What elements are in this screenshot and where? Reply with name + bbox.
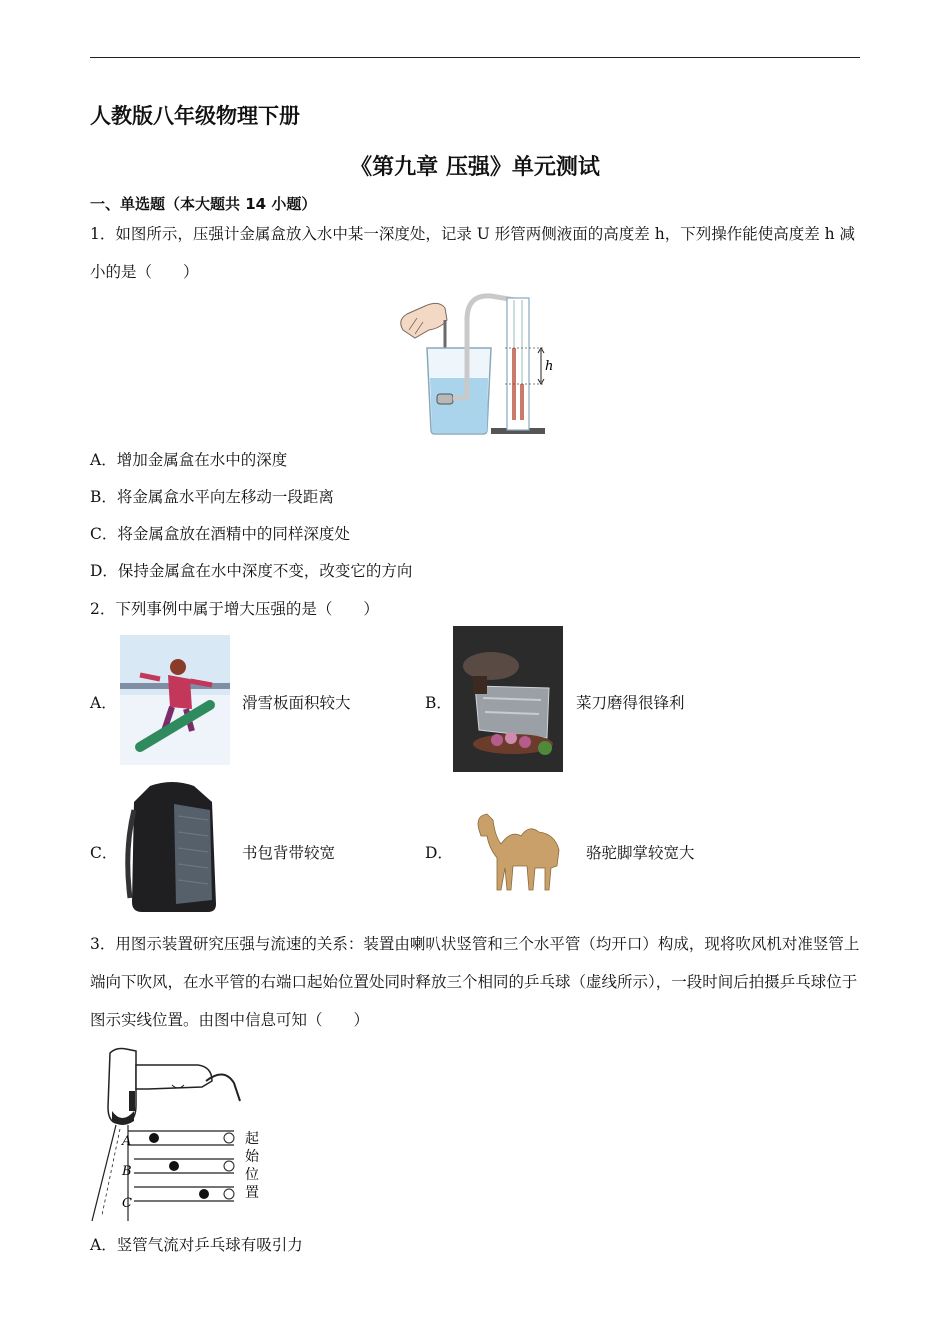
- camel-photo: [465, 806, 575, 892]
- header-rule: [90, 57, 860, 58]
- question-2-stem: 2．下列事例中属于增大压强的是（ ）: [90, 600, 379, 618]
- start-position-label-4: 置: [245, 1185, 259, 1201]
- height-diff-label: h: [545, 359, 554, 374]
- question-1-stem: 1．如图所示，压强计金属盒放入水中某一深度处，记录 U 形管两侧液面的高度差 h，下列操作能使高度差 h 减小的是（ ）: [90, 225, 856, 281]
- question-3-stem: 3．用图示装置研究压强与流速的关系：装置由喇叭状竖管和三个水平管（均开口）构成，现将吹风机对准竖管上端向下吹风，在水平管的右端口起始位置处同时释放三个相同的乒乓球（虚线所示），一段时间后拍摄乒乓球位于图示实线位置。由图中信息可知（ ）: [90, 935, 860, 1029]
- kitchen-knife-photo: [453, 626, 563, 772]
- q2-option-c-letter[interactable]: C．: [90, 844, 118, 862]
- label-c: C: [122, 1196, 132, 1211]
- q2-option-c-text: 书包背带较宽: [242, 844, 336, 862]
- q2-option-a-text: 滑雪板面积较大: [242, 694, 351, 712]
- airflow-apparatus-figure: [88, 1045, 278, 1225]
- q2-option-b-letter[interactable]: B．: [425, 694, 452, 712]
- q1-option-d[interactable]: D．保持金属盒在水中深度不变，改变它的方向: [90, 562, 413, 580]
- page-title: 《第九章 压强》单元测试: [350, 155, 600, 180]
- snowboarder-photo: [120, 635, 230, 765]
- q3-option-a[interactable]: A．竖管气流对乒乓球有吸引力: [90, 1236, 303, 1254]
- pressure-gauge-figure: [395, 290, 555, 438]
- section-heading: 一、单选题（本大题共 14 小题）: [90, 195, 317, 213]
- q2-option-d-text: 骆驼脚掌较宽大: [586, 844, 695, 862]
- start-position-label-3: 位: [245, 1167, 259, 1183]
- q1-option-b[interactable]: B．将金属盒水平向左移动一段距离: [90, 488, 334, 506]
- backpack-photo: [120, 780, 226, 914]
- start-position-label-2: 始: [245, 1149, 259, 1165]
- q2-option-a-letter[interactable]: A．: [90, 694, 117, 712]
- start-position-label-1: 起: [245, 1131, 259, 1147]
- q2-option-b-text: 菜刀磨得很锋利: [576, 694, 685, 712]
- label-b: B: [122, 1164, 132, 1179]
- q1-option-c[interactable]: C．将金属盒放在酒精中的同样深度处: [90, 525, 350, 543]
- book-title: 人教版八年级物理下册: [90, 104, 300, 128]
- q1-option-a[interactable]: A．增加金属盒在水中的深度: [90, 451, 288, 469]
- q2-option-d-letter[interactable]: D．: [425, 844, 453, 862]
- label-a: A: [122, 1134, 132, 1149]
